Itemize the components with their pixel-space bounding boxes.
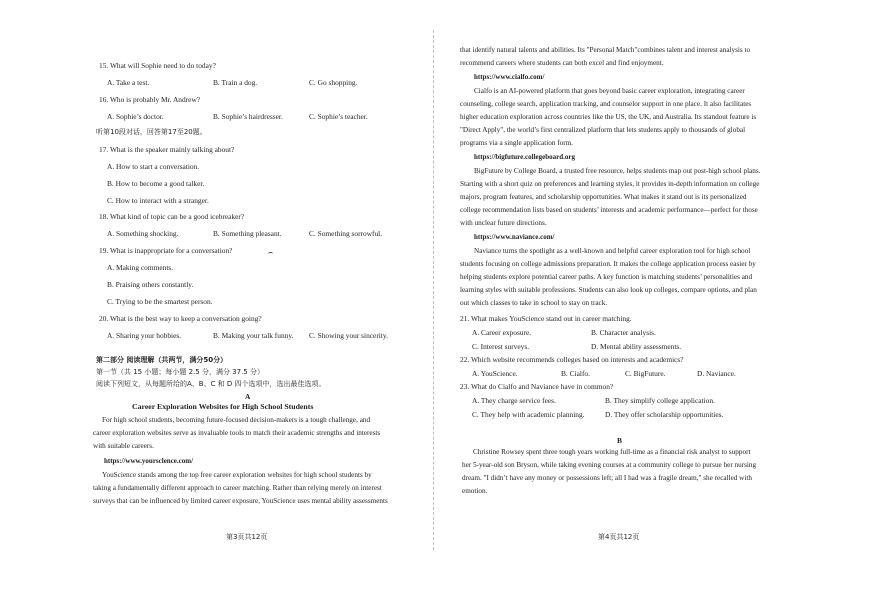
question-17-stem: 17. What is the speaker mainly talking about? bbox=[99, 145, 235, 154]
part2-header: 第二部分 阅读理解（共两节，满分50分） bbox=[96, 356, 228, 364]
passage-a-continued-line1: that identify natural talents and abilities. Its "Personal Match"combines talent and interest analysis to bbox=[460, 46, 751, 54]
passage-b-label: B bbox=[617, 436, 622, 445]
question-22-option-c: C. BigFuture. bbox=[625, 369, 666, 378]
question-22-option-d: D. Naviance. bbox=[697, 369, 736, 378]
question-16-option-a: A. Sophie’s doctor. bbox=[107, 112, 164, 121]
naviance-line3: helping students explore potential career paths. A key function is matching students’ personalities and bbox=[460, 273, 753, 281]
question-21-option-d: D. Mental ability assessments. bbox=[591, 342, 682, 351]
listening-section-note: 听第10段对话，回答第17至20题。 bbox=[96, 128, 207, 136]
part2-section: 第一节（共 15 小题；每小题 2.5 分，满分 37.5 分） bbox=[96, 368, 264, 376]
cialfo-line3: higher education exploration across countries like the US, the UK, and Australia. Its standout feature is bbox=[460, 113, 757, 121]
passage-b-line3: dream. "I didn’t have any money or possessions left; all I had was a fragile dream," she recalled with bbox=[462, 474, 752, 482]
question-19-option-c: C. Trying to be the smartest person. bbox=[107, 297, 213, 306]
page-3-footer: 第3页共12页 bbox=[226, 533, 268, 541]
passage-a-para2-line2: taking a fundamentally different approach to career matching. Rather than relying merely on interest bbox=[93, 484, 382, 492]
naviance-line4: learning styles with suitable professions. Students can also look up colleges, compare options, and plan bbox=[460, 286, 757, 294]
question-20-stem: 20. What is the best way to keep a conversation going? bbox=[99, 314, 262, 323]
question-20-option-a: A. Sharing your hobbies. bbox=[107, 331, 182, 340]
question-16-stem: 16. Who is probably Mr. Andrew? bbox=[99, 95, 201, 104]
url-naviance: https://www.naviance.com/ bbox=[474, 233, 555, 241]
question-16-option-b: B. Sophie’s hairdresser. bbox=[213, 112, 283, 121]
question-18-stem: 18. What kind of topic can be a good icebreaker? bbox=[99, 212, 245, 221]
question-18-option-c: C. Something sorrowful. bbox=[309, 229, 383, 238]
passage-a-title: Career Exploration Websites for High School Students bbox=[132, 402, 314, 411]
question-18-option-a: A. Something shocking. bbox=[107, 229, 179, 238]
question-18-option-b: B. Something pleasant. bbox=[213, 229, 282, 238]
passage-b-line1: Christine Rowsey spent three tough years working full-time as a financial risk analyst to support bbox=[473, 448, 751, 456]
bigfuture-line5: with unclear future directions. bbox=[460, 219, 547, 227]
question-17-option-b: B. How to become a good talker. bbox=[107, 179, 205, 188]
question-15-option-b: B. Train a dog. bbox=[213, 78, 258, 87]
url-bigfuture: https://bigfuture.collegeboard.org bbox=[474, 153, 575, 161]
question-17-option-c: C. How to interact with a stranger. bbox=[107, 196, 209, 205]
bigfuture-line2: Starting with a short quiz on preferences and learning styles, it provides in-depth information on college bbox=[460, 180, 760, 188]
question-17-option-a: A. How to start a conversation. bbox=[107, 162, 200, 171]
naviance-line1: Naviance turns the spotlight as a well-known and helpful career exploration tool for high school bbox=[474, 247, 751, 255]
question-20-option-c: C. Showing your sincerity. bbox=[309, 331, 388, 340]
passage-a-para2-line1: YouScience stands among the top free career exploration websites for high school students by bbox=[102, 471, 372, 479]
question-20-option-b: B. Making your talk funny. bbox=[213, 331, 294, 340]
question-23-option-d: D. They offer scholarship opportunities. bbox=[605, 410, 724, 419]
bigfuture-line3: majors, program features, and scholarship opportunities. What makes it stand out is its personalized bbox=[460, 193, 747, 201]
question-23-option-c: C. They help with academic planning. bbox=[472, 410, 585, 419]
bigfuture-line4: college recommendation lists based on students’ interests and academic performance—perfect for those bbox=[460, 206, 758, 214]
question-16-option-c: C. Sophie’s teacher. bbox=[309, 112, 368, 121]
question-22-option-a: A. YouScience. bbox=[472, 369, 518, 378]
passage-a-label: A bbox=[245, 392, 251, 401]
question-19-option-a: A. Making comments. bbox=[107, 263, 174, 272]
page-4-footer: 第4页共12页 bbox=[598, 533, 640, 541]
url-yourscience: https://www.yoursclence.com/ bbox=[104, 457, 194, 465]
right-page bbox=[435, 0, 870, 615]
question-22-stem: 22. Which website recommends colleges based on interests and academics? bbox=[460, 355, 684, 364]
question-19-option-b: B. Praising others constantly. bbox=[107, 280, 194, 289]
naviance-line5: out which classes to take in school to stay on track. bbox=[460, 299, 608, 307]
passage-a-para2-line3: surveys that can be influenced by limited career exposure, YouScience uses mental ability assessments bbox=[93, 497, 388, 505]
url-cialfo: https://www.cialfo.com/ bbox=[474, 73, 545, 81]
passage-a-para1-line1: For high school students, becoming future-focused decision-makers is a tough challenge, and bbox=[102, 416, 371, 424]
cialfo-line1: Cialfo is an AI-powered platform that goes beyond basic career exploration, integrating career bbox=[474, 87, 745, 95]
question-23-stem: 23. What do Cialfo and Naviance have in common? bbox=[460, 382, 614, 391]
naviance-line2: students focusing on college admissions preparation. It makes the college application process easier by bbox=[460, 260, 756, 268]
question-21-stem: 21. What makes YouScience stand out in career matching. bbox=[460, 314, 632, 323]
passage-a-para1-line2: career exploration websites serve as invaluable tools to match their academic strengths and interests bbox=[93, 429, 381, 437]
passage-b-line2: her 5-year-old son Bryson, while taking evening courses at a community college to pursue her nursing bbox=[462, 461, 757, 469]
question-23-option-a: A. They charge service fees. bbox=[472, 396, 556, 405]
part2-instruction: 阅读下列短文，从每题所给的A、B、C 和 D 四个选项中，选出最佳选项。 bbox=[96, 380, 326, 388]
pencil-mark bbox=[268, 252, 273, 256]
bigfuture-line1: BigFuture by College Board, a trusted free resource, helps students map out post-high school plans. bbox=[474, 167, 761, 175]
question-21-option-b: B. Character analysis. bbox=[591, 328, 656, 337]
question-23-option-b: B. They simplify college application. bbox=[605, 396, 715, 405]
cialfo-line5: programs via a single application form. bbox=[460, 139, 573, 147]
question-19-stem: 19. What is inappropriate for a conversation? bbox=[99, 246, 233, 255]
question-15-option-a: A. Take a test. bbox=[107, 78, 150, 87]
passage-a-continued-line2: recommend careers where students can both excel and find enjoyment. bbox=[460, 59, 664, 67]
question-21-option-a: A. Career exposure. bbox=[472, 328, 532, 337]
question-15-stem: 15. What will Sophie need to do today? bbox=[99, 61, 216, 70]
question-21-option-c: C. Interest surveys. bbox=[472, 342, 530, 351]
passage-a-para1-line3: with suitable careers. bbox=[93, 442, 154, 450]
cialfo-line4: "Direct Apply", the world’s first centralized platform that lets students apply to thousands of global bbox=[460, 126, 746, 134]
question-15-option-c: C. Go shopping. bbox=[309, 78, 358, 87]
question-22-option-b: B. Cialfo. bbox=[561, 369, 590, 378]
passage-b-line4: emotion. bbox=[462, 487, 488, 495]
cialfo-line2: counseling, college search, application tracking, and counselor support in one place. It also facilitates bbox=[460, 100, 752, 108]
